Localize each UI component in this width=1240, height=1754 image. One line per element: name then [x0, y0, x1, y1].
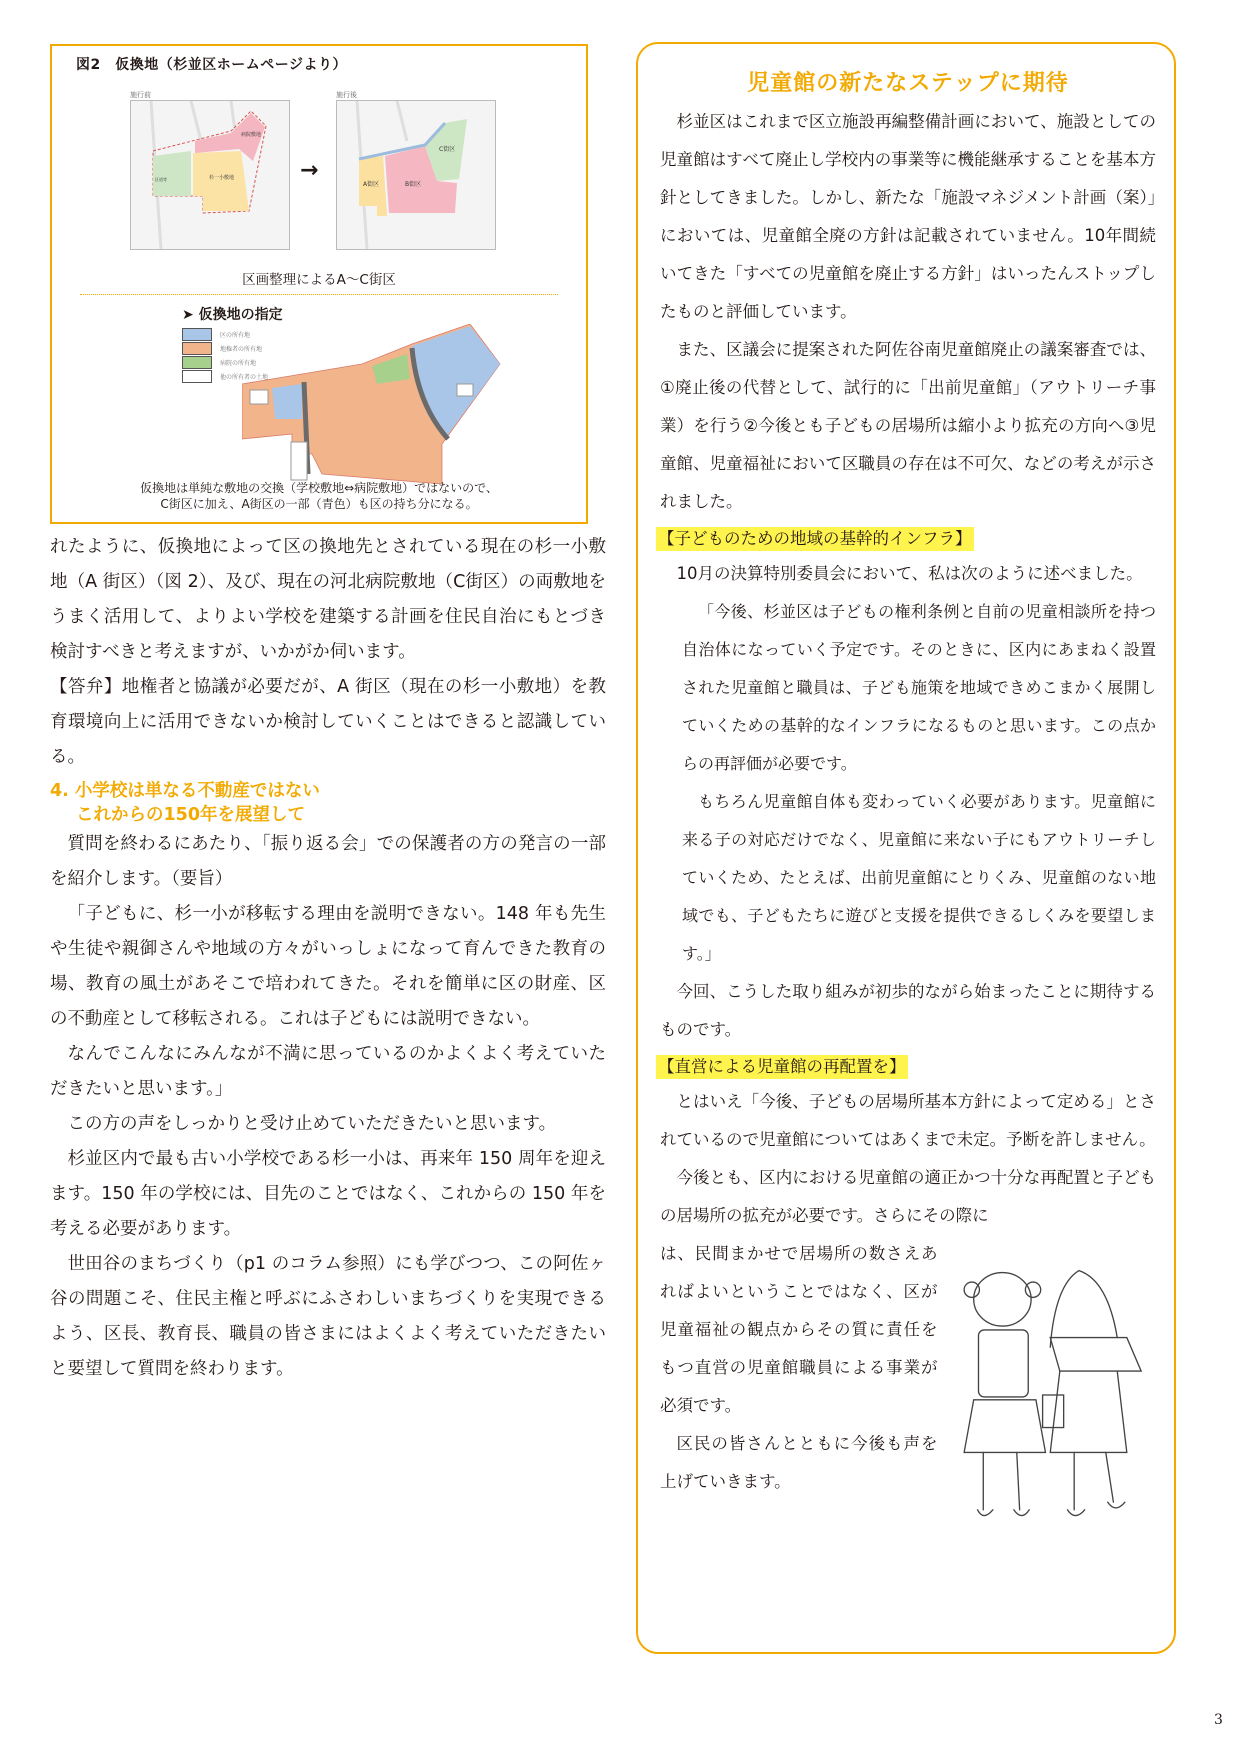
- map-before: [130, 90, 288, 253]
- paragraph: 世田谷のまちづくり（p1 のコラム参照）にも学びつつ、この阿佐ヶ谷の問題こそ、住民主権と呼ぶにふさわしいまちづくりを実現できるよう、区長、教育長、職員の皆さまにはよくよく考えていただきたいと要望して質問を終わります。: [50, 1254, 606, 1379]
- svg-text:病院敷地: 病院敷地: [241, 132, 262, 138]
- highlight-heading: 【子どものための地域の基幹的インフラ】: [656, 527, 974, 551]
- figure-caption-blocks: 区画整理によるA～C街区: [242, 272, 396, 288]
- map-after-frame: [336, 100, 496, 250]
- paragraph: とはいえ「今後、子どもの居場所基本方針によって定める」とされているので児童館についてはあくまで未定。予断を許しません。: [660, 1092, 1156, 1149]
- column-title: 児童館の新たなステップに期待: [747, 71, 1069, 96]
- legend-item: 他の所有者の土地: [182, 369, 283, 383]
- figure-caption-note: 仮換地は単純な敷地の交換（学校敷地⇔病院敷地）ではないので、 C街区に加え、A街区の一部（青色）も区の持ち分になる。: [140, 481, 498, 511]
- arrow-icon: →: [300, 158, 319, 183]
- answer-paragraph: 【答弁】地権者と協議が必要だが、A 街区（現在の杉一小敷地）を教育環境向上に活用できないか検討していくことはできると認識している。: [50, 677, 606, 767]
- legend-swatch-white: [182, 370, 212, 383]
- map-after-label: 施行後: [336, 91, 357, 99]
- paragraph: この方の声をしっかりと受け止めていただきたいと思います。: [67, 1114, 557, 1134]
- quote-paragraph: 「子どもに、杉一小が移転する理由を説明できない。148 年も先生や生徒や親御さんや地域の方々がいっしょになって育んできた教育の場、教育の風土があそこで培われてきた。それを簡単に区の財産、区の不動産として移転される。これは子どもには説明できない。: [50, 904, 606, 1029]
- legend-swatch-blue: [182, 328, 212, 341]
- paragraph: 区民の皆さんとともに今後も声を上げていきます。: [660, 1434, 938, 1491]
- highlight-heading: 【直営による児童館の再配置を】: [656, 1055, 908, 1079]
- legend-item: 区の所有地: [182, 327, 283, 341]
- svg-text:A街区: A街区: [363, 181, 380, 188]
- map-before-frame: [130, 100, 290, 250]
- legend-swatch-orange: [182, 342, 212, 355]
- legend-item: 病院の所有地: [182, 355, 283, 369]
- map-before-label: 施行前: [130, 91, 151, 99]
- paragraph: 10月の決算特別委員会において、私は次のように述べました。: [676, 564, 1143, 583]
- land-map-image: [242, 324, 502, 484]
- figure-title: 図2 仮換地（杉並区ホームページより）: [76, 57, 347, 73]
- closing-section: [660, 1235, 1156, 1545]
- map-after: [336, 90, 494, 253]
- left-column: [50, 44, 606, 1387]
- closing-text: [660, 1235, 937, 1545]
- quote-paragraph: もちろん児童館自体も変わっていく必要があります。児童館に来る子の対応だけでなく、児童館に来ない子にもアウトリーチしていくため、たとえば、出前児童館にとりくみ、児童館のない地域でも、子どもたちに遊びと支援を提供できるしくみを要望します。」: [682, 792, 1156, 963]
- quote-paragraph: 「今後、杉並区は子どもの権利条例と自前の児童相談所を持つ自治体になっていく予定です。そのときに、区内にあまねく設置された児童館と職員は、子ども施策を地域できめこまかく展開していくための基幹的なインフラになるものと思います。この点からの再評価が必要です。: [682, 602, 1156, 773]
- legend-item: 地権者の所有地: [182, 341, 283, 355]
- paragraph: れたように、仮換地によって区の換地先とされている現在の杉一小敷地（A 街区）（図 2）、及び、現在の河北病院敷地（C街区）の両敷地をうまく活用して、よりよい学校を建築する計画を住民自治にもとづき検討すべきと考えますが、いかがか伺います。: [50, 537, 606, 662]
- paragraph: また、区議会に提案された阿佐谷南児童館廃止の議案審査では、①廃止後の代替として、試行的に「出前児童館」（アウトリーチ事業）を行う②今後とも子どもの居場所は縮小より拡充の方向へ③児童館、児童福祉において区職員の存在は不可欠、などの考えが示されました。: [660, 340, 1157, 511]
- paragraph: 杉並区はこれまで区立施設再編整備計画において、施設としての児童館はすべて廃止し学校内の事業等に機能継承することを基本方針としてきました。しかし、新たな「施設マネジメント計画（案）」においては、児童館全廃の方針は記載されていません。10年間続いてきた「すべての児童館を廃止する方針」はいったんストップしたものと評価しています。: [660, 112, 1156, 321]
- svg-text:B街区: B街区: [405, 181, 422, 188]
- dotted-divider: [80, 294, 558, 295]
- maps-comparison: [130, 90, 510, 265]
- svg-text:杉一小敷地: 杉一小敷地: [209, 175, 235, 181]
- paragraph: 杉並区内で最も古い小学校である杉一小は、再来年 150 周年を迎えます。150 年の学校には、目先のことではなく、これからの 150 年を考える必要があります。: [50, 1149, 606, 1239]
- paragraph: は、民間まかせで居場所の数さえあればよいということではなく、区が児童福祉の観点からその質に責任をもつ直営の児童館職員による事業が必須です。: [660, 1244, 938, 1415]
- column-box: [636, 42, 1176, 1654]
- paragraph: 今回、こうした取り組みが初歩的ながら始まったことに期待するものです。: [660, 982, 1156, 1039]
- children-illustration: [945, 1245, 1156, 1545]
- legend-title: ➤ 仮換地の指定: [182, 307, 283, 323]
- quote-paragraph: なんでこんなにみんなが不満に思っているのかよくよく考えていただきたいと思います。」: [50, 1044, 606, 1099]
- map-before-image: [131, 101, 289, 249]
- paragraph: 今後とも、区内における児童館の適正かつ十分な再配置と子どもの居場所の拡充が必要です。さらにその際に: [660, 1168, 1156, 1225]
- map-after-image: [337, 101, 495, 249]
- paragraph: 質問を終わるにあたり、「振り返る会」での保護者の方の発言の一部を紹介します。（要旨）: [50, 834, 606, 889]
- svg-text:C街区: C街区: [439, 146, 456, 153]
- svg-text:区道等: 区道等: [155, 177, 167, 182]
- figure-2-box: [50, 44, 588, 524]
- legend-swatch-green: [182, 356, 212, 369]
- page-number: 3: [1214, 1712, 1223, 1728]
- section-heading-4: 4. 小学校は単なる不動産ではない これからの150年を展望して: [50, 781, 320, 825]
